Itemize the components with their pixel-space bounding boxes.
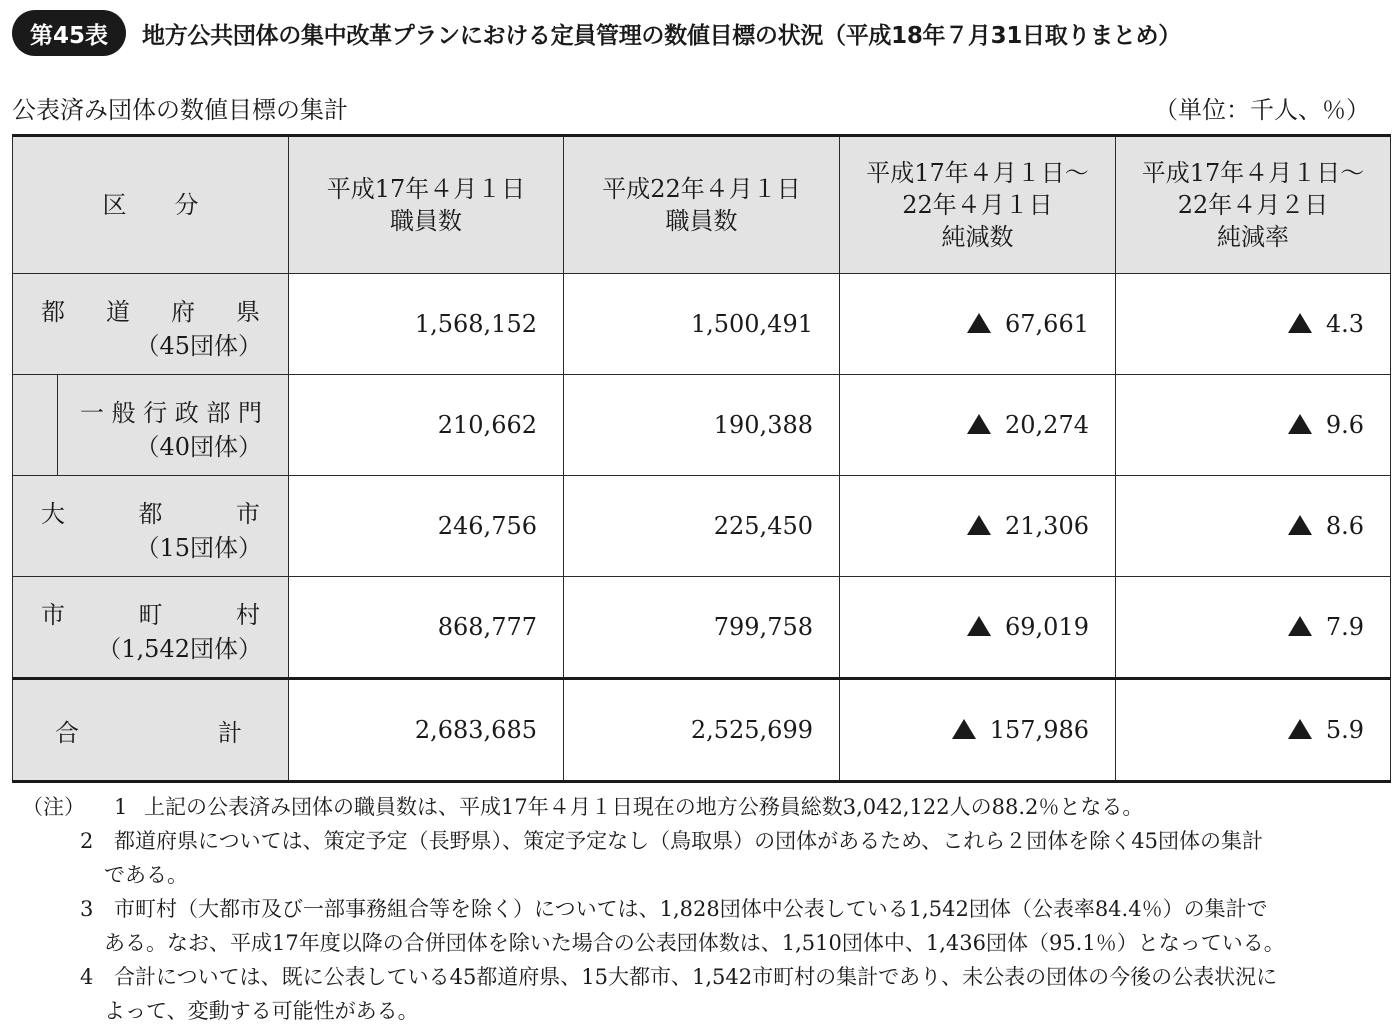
header-col2: 平成22年４月１日 職員数 [564, 136, 840, 274]
header-col1: 平成17年４月１日 職員数 [289, 136, 564, 274]
unit-label: （単位：千人、％） [1154, 95, 1370, 124]
table-row [13, 476, 1391, 577]
header-col3: 平成17年４月１日～ 22年４月１日 純減数 [840, 136, 1116, 274]
note-continuation: である。 [104, 863, 188, 887]
triangle-icon [1288, 414, 1312, 434]
note-continuation: よって、変動する可能性がある。 [104, 999, 419, 1023]
row-label-main: 大 都 市 [41, 500, 260, 528]
table-row [13, 375, 1391, 476]
row-label [13, 375, 289, 476]
table-row [13, 274, 1391, 375]
cell-staff-2010: 799,758 [564, 577, 840, 679]
note-continuation: ある。なお、平成17年度以降の合併団体を除いた場合の公表団体数は、1,510団体中、1,436団体（95.1％）となっている。 [104, 931, 1285, 955]
table-title: 地方公共団体の集中改革プランにおける定員管理の数値目標の状況（平成18年７月31日取りまとめ） [142, 22, 1181, 49]
row-label-sub: （15団体） [135, 534, 262, 562]
row-label [13, 577, 289, 679]
header-row [13, 136, 1391, 274]
cell-staff-2010: 225,450 [564, 476, 840, 577]
note-item: 3 市町村（大都市及び一部事務組合等を除く）については、1,828団体中公表している1,542団体（公表率84.4％）の集計で [80, 897, 1268, 921]
cell-net-reduction: 157,986 [840, 679, 1116, 782]
cell-staff-2005: 1,568,152 [289, 274, 564, 375]
row-label-sub: （1,542団体） [97, 635, 262, 663]
header-col4: 平成17年４月１日～ 22年４月２日 純減率 [1116, 136, 1391, 274]
note-item: 4 合計については、既に公表している45都道府県、15大都市、1,542市町村の集計であり、未公表の団体の今後の公表状況に [80, 965, 1278, 989]
table-caption: 公表済み団体の数値目標の集計 [12, 95, 348, 124]
cell-staff-2010: 1,500,491 [564, 274, 840, 375]
triangle-icon [1288, 616, 1312, 636]
triangle-icon [967, 414, 991, 434]
row-label-main: 一 般 行 政 部 門 [80, 399, 262, 427]
indent-spacer [13, 375, 58, 475]
cell-net-reduction: 20,274 [840, 375, 1116, 476]
triangle-icon [967, 515, 991, 535]
triangle-icon [952, 719, 976, 739]
cell-net-reduction-rate: 7.9 [1116, 577, 1391, 679]
data-table [12, 134, 1391, 783]
caption-row [12, 90, 1370, 124]
row-label [13, 274, 289, 375]
total-row [13, 679, 1391, 782]
row-label-main: 都 道 府 県 [41, 298, 260, 326]
cell-net-reduction-rate: 5.9 [1116, 679, 1391, 782]
note-item: 2 都道府県については、策定予定（長野県）、策定予定なし（鳥取県）の団体があるため、これら２団体を除く45団体の集計 [80, 829, 1263, 853]
cell-staff-2010: 190,388 [564, 375, 840, 476]
notes-section [22, 790, 1382, 1028]
table-number-badge: 第45表 [12, 10, 126, 56]
triangle-icon [1288, 515, 1312, 535]
table-row [13, 577, 1391, 679]
triangle-icon [967, 616, 991, 636]
row-label-sub: （40団体） [135, 433, 262, 461]
triangle-icon [1288, 719, 1312, 739]
cell-staff-2005: 210,662 [289, 375, 564, 476]
cell-staff-2005: 2,683,685 [289, 679, 564, 782]
cell-net-reduction: 67,661 [840, 274, 1116, 375]
row-label [13, 476, 289, 577]
cell-net-reduction-rate: 9.6 [1116, 375, 1391, 476]
triangle-icon [967, 313, 991, 333]
triangle-icon [1288, 313, 1312, 333]
note-item: （注） 1 上記の公表済み団体の職員数は、平成17年４月１日現在の地方公務員総数3,042,122人の88.2％となる。 [22, 795, 1144, 819]
cell-staff-2005: 246,756 [289, 476, 564, 577]
cell-net-reduction-rate: 4.3 [1116, 274, 1391, 375]
title-bar [12, 8, 1181, 58]
total-label: 合 計 [13, 679, 289, 782]
cell-net-reduction: 21,306 [840, 476, 1116, 577]
row-label-main: 市 町 村 [41, 601, 260, 629]
cell-staff-2010: 2,525,699 [564, 679, 840, 782]
cell-net-reduction: 69,019 [840, 577, 1116, 679]
cell-net-reduction-rate: 8.6 [1116, 476, 1391, 577]
row-label-sub: （45団体） [135, 332, 262, 360]
cell-staff-2005: 868,777 [289, 577, 564, 679]
header-category: 区 分 [13, 136, 289, 274]
